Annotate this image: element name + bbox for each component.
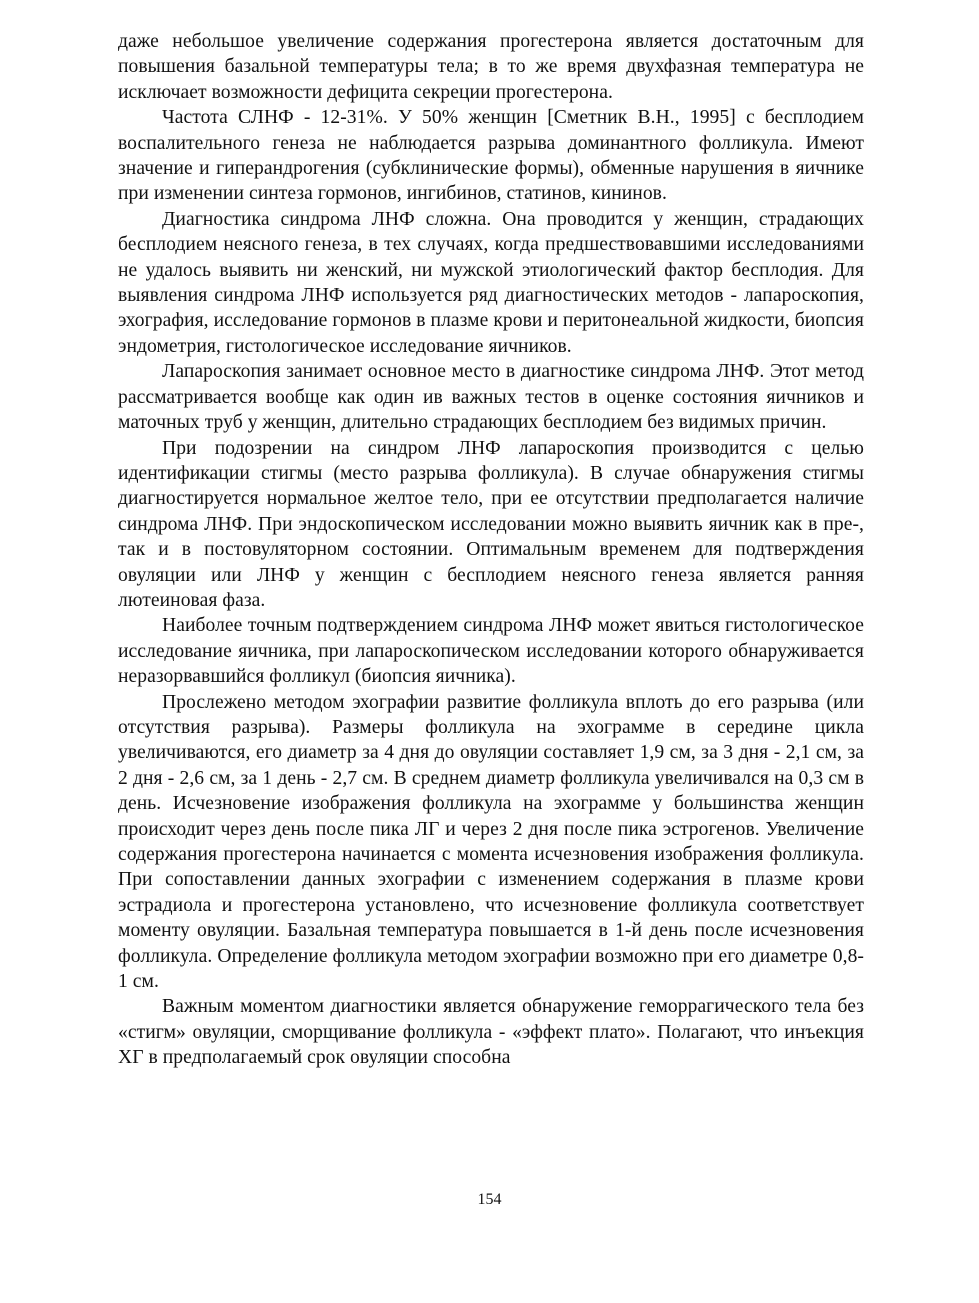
paragraph-histology: Наиболее точным подтверждением синдрома ЛНФ может явиться гистологическое исследование яичника, при лапароскопическом исследовании которого обнаруживается неразорвавшийся фолликул (биопсия яичника).	[118, 615, 864, 688]
paragraph-echography: Прослежено методом эхографии развитие фолликула вплоть до его разрыва (или отсутствия разрыва). Размеры фолликула на эхограмме в середине цикла увеличиваются, его диаметр за 4 дня до овуляции составляет 1,9 см, за 3 дня - 2,1 см, за 2 дня - 2,6 см, за 1 день - 2,7 см. В среднем диаметр фолликула увеличивался на 0,3 см в день. Исчезновение изображения фолликула на эхограмме у большинства женщин происходит через день после пика ЛГ и через 2 дня после пика эстрогенов. Увеличение содержания прогестерона начинается с момента исчезновения изображения фолликула. При сопоставлении данных эхографии с изменением содержания в плазме крови эстрадиола и прогестерона установлено, что исчезновение фолликула соответствует моменту овуляции. Базальная температура повышается в 1-й день после исчезновения фолликула. Определение фолликула методом эхографии возможно при его диаметре 0,8-1 см.	[118, 691, 864, 993]
document-page	[118, 29, 864, 1071]
paragraph-stigma-identification: При подозрении на синдром ЛНФ лапароскопия производится с целью идентификации стигмы (место разрыва фолликула). В случае обнаружения стигмы диагностируется нормальное желтое тело, при ее отсутствии предполагается наличие синдрома ЛНФ. При эндоскопическом исследовании можно выявить яичник как в пре-, так и в постовуляторном состоянии. Оптимальным временем для подтверждения овуляции или ЛНФ у женщин с бесплодием неясного генеза является ранняя лютеиновая фаза.	[118, 437, 864, 611]
paragraph-progesterone-temperature: даже небольшое увеличение содержания прогестерона является достаточным для повышения базальной температуры тела; в то же время двухфазная температура не исключает возможности дефицита секреции прогестерона.	[118, 31, 864, 103]
paragraph-hemorrhagic-body: Важным моментом диагностики является обнаружение геморрагического тела без «стигм» овуляции, сморщивание фолликула - «эффект плато». Полагают, что инъекция ХГ в предполагаемый срок овуляции способна	[118, 996, 864, 1069]
page-number: 154	[477, 1191, 502, 1208]
paragraph-slnf-frequency: Частота СЛНФ - 12-31%. У 50% женщин [Сметник В.Н., 1995] с бесплодием воспалительного генеза не наблюдается разрыва доминантного фолликула. Имеют значение и гиперандрогения (субклинические формы), обменные нарушения в яичнике при изменении синтеза гормонов, ингибинов, статинов, кининов.	[118, 107, 864, 205]
paragraph-lnf-diagnostics: Диагностика синдрома ЛНФ сложна. Она проводится у женщин, страдающих бесплодием неясного генеза, в тех случаях, когда предшествовавшими исследованиями не удалось выявить ни женский, ни мужской этиологический фактор бесплодия. Для выявления синдрома ЛНФ используется ряд диагностических методов - лапароскопия, эхография, исследование гормонов в плазме крови и перитонеальной жидкости, биопсия эндометрия, гистологическое исследование яичников.	[118, 208, 864, 357]
paragraph-laparoscopy-role: Лапароскопия занимает основное место в диагностике синдрома ЛНФ. Этот метод рассматривается вообще как один ив важных тестов в оценке состояния яичников и маточных труб у женщин, длительно страдающих бесплодием без видимых причин.	[118, 361, 864, 434]
